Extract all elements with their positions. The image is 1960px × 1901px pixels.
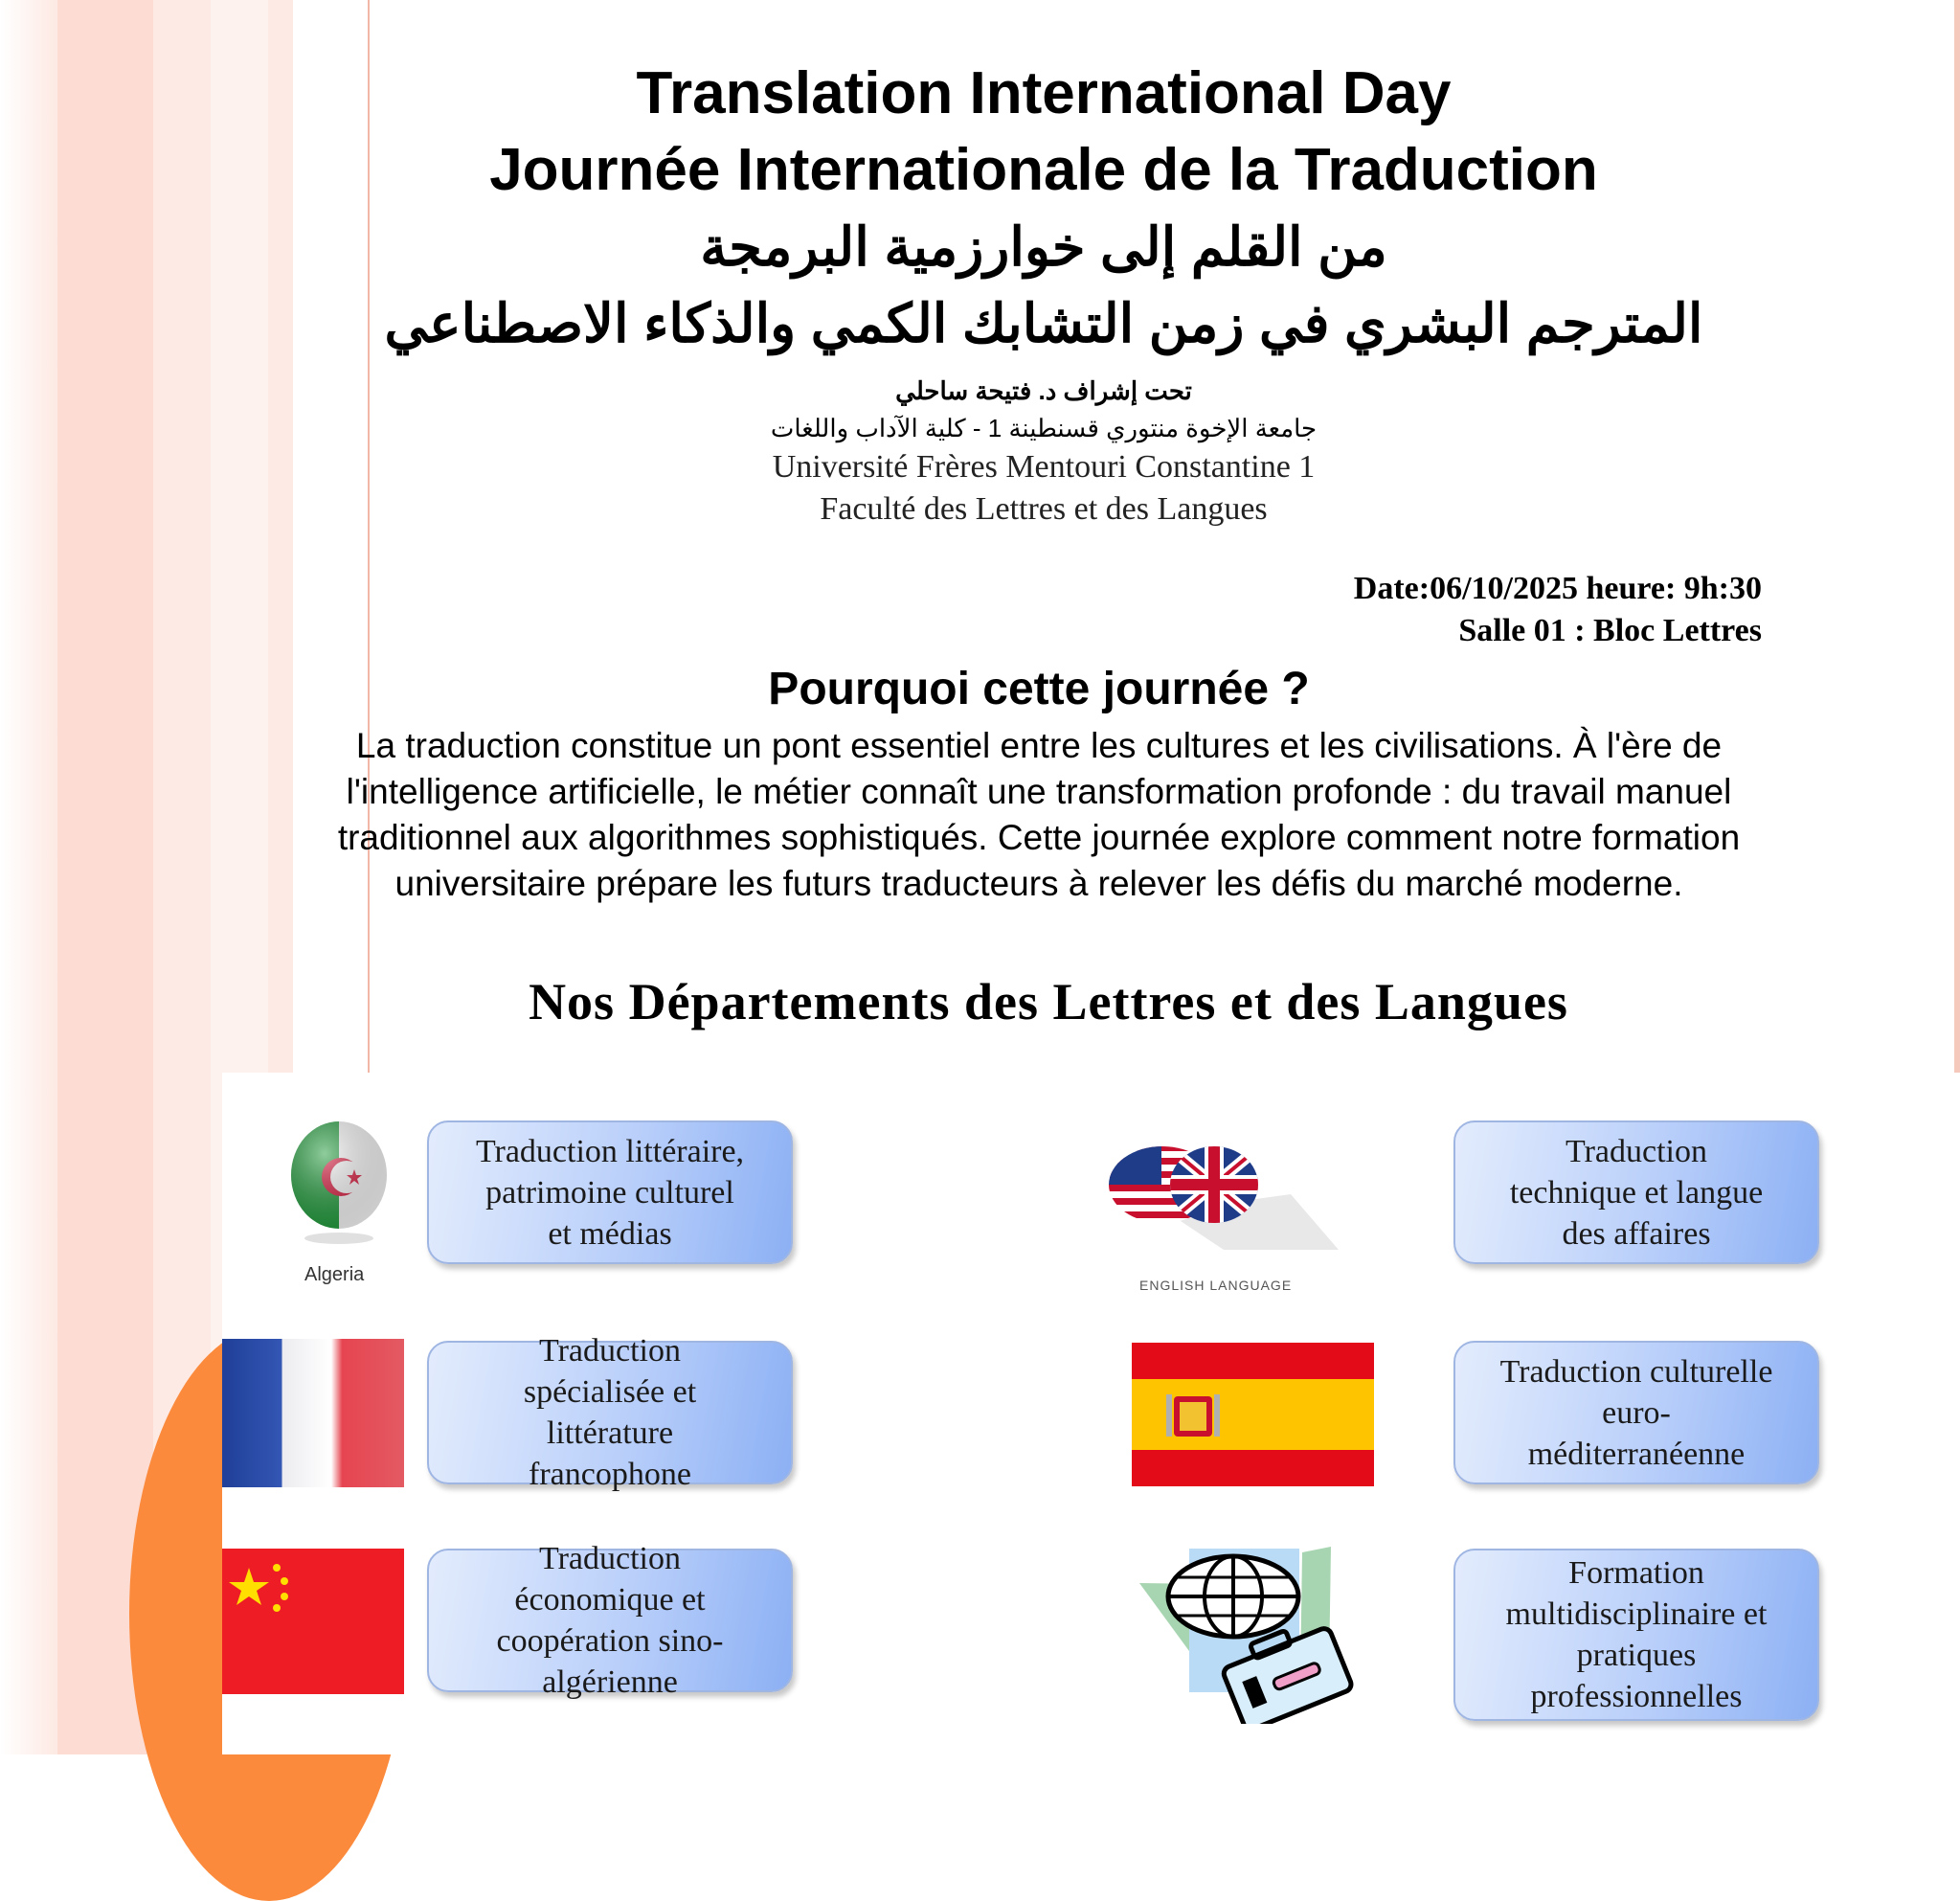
- department-line: francophone: [529, 1457, 691, 1492]
- department-line: Traduction culturelle: [1499, 1353, 1773, 1390]
- department-line: économique et: [514, 1582, 706, 1618]
- event-info: [1354, 568, 1762, 652]
- university-name: Université Frères Mentouri Constantine 1: [772, 449, 1316, 485]
- algeria-caption: Algeria: [304, 1264, 365, 1285]
- department-line: méditerranéenne: [1527, 1436, 1746, 1472]
- department-line: des affaires: [1562, 1215, 1711, 1252]
- department-line: Traduction: [539, 1333, 681, 1369]
- department-line: pratiques: [1576, 1638, 1697, 1673]
- event-room: Salle 01 : Bloc Lettres: [1458, 613, 1762, 648]
- english-caption: ENGLISH LANGUAGE: [1139, 1278, 1293, 1293]
- title-arabic-2: المترجم البشري في زمن التشابك الكمي والذكاء الاصطناعي: [384, 293, 1703, 353]
- department-line: technique et langue: [1509, 1174, 1764, 1211]
- why-line: l'intelligence artificielle, le métier connaît une transformation profonde : du travail manuel: [346, 772, 1732, 811]
- department-line: multidisciplinaire et: [1505, 1596, 1768, 1632]
- title-english: Translation International Day: [636, 60, 1452, 126]
- department-technical-translation: [1453, 1120, 1819, 1264]
- title-french: Journée Internationale de la Traduction: [489, 137, 1598, 203]
- english-language-flags-icon: [1109, 1135, 1348, 1250]
- supervision: تحت إشراف د. فتيحة ساحلي: [895, 376, 1192, 405]
- china-flag-icon: [222, 1549, 404, 1694]
- department-francophone-translation: [427, 1333, 793, 1492]
- decor-stripe-2: [57, 0, 153, 1754]
- faculty-name: Faculté des Lettres et des Langues: [820, 491, 1268, 527]
- france-flag-icon: [222, 1339, 404, 1487]
- why-line: traditionnel aux algorithmes sophistiqués. Cette journée explore comment notre formation: [337, 818, 1741, 857]
- department-line: spécialisée et: [523, 1374, 697, 1410]
- department-line: patrimoine culturel: [485, 1174, 734, 1211]
- department-line: littérature: [546, 1415, 674, 1451]
- department-multidisciplinary-training: [1453, 1549, 1819, 1721]
- globe-briefcase-icon: [1139, 1547, 1369, 1724]
- department-line: Formation: [1568, 1555, 1704, 1591]
- why-line: universitaire prépare les futurs traducteurs à relever les défis du marché moderne.: [394, 864, 1683, 903]
- department-line: Traduction: [539, 1541, 681, 1576]
- title-block: [345, 56, 1743, 531]
- department-line: Traduction: [1566, 1133, 1707, 1169]
- decor-stripe-1: [0, 0, 57, 1754]
- algeria-flag-ball-icon: [285, 1116, 393, 1250]
- why-paragraph: [278, 723, 1800, 907]
- department-line: euro-: [1602, 1394, 1671, 1431]
- department-line: coopération sino-: [496, 1623, 724, 1659]
- department-line: professionnelles: [1530, 1679, 1743, 1714]
- department-line: Traduction littéraire,: [475, 1133, 745, 1169]
- department-line: algérienne: [542, 1664, 678, 1700]
- spain-flag-icon: [1132, 1343, 1374, 1486]
- departments-heading: Nos Départements des Lettres et des Langues: [529, 973, 1568, 1030]
- department-line: et médias: [548, 1215, 672, 1252]
- title-arabic-1: من القلم إلى خوارزمية البرمجة: [700, 216, 1387, 277]
- department-literary-translation: [427, 1120, 793, 1264]
- why-heading: Pourquoi cette journée ?: [768, 664, 1310, 714]
- event-datetime: Date:06/10/2025 heure: 9h:30: [1353, 571, 1762, 606]
- department-euro-mediterranean-translation: [1453, 1341, 1819, 1484]
- why-line: La traduction constitue un pont essentiel entre les cultures et les civilisations. À l'ère de: [355, 726, 1723, 765]
- department-economic-translation: [427, 1541, 793, 1700]
- university-arabic: جامعة الإخوة منتوري قسنطينة 1 - كلية الآداب واللغات: [770, 414, 1318, 442]
